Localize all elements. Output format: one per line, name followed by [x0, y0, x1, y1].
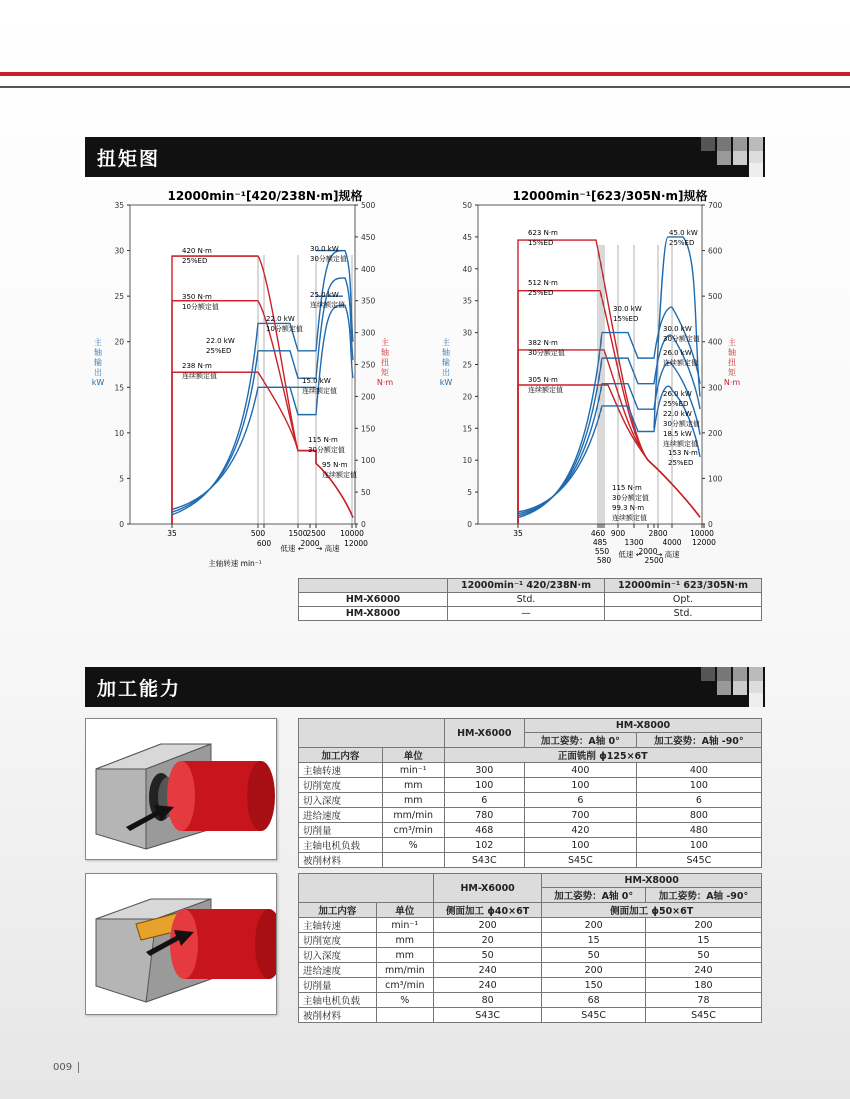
row-unit: cm³/min	[376, 978, 433, 993]
x-tick-label: 2500	[306, 529, 326, 538]
left-axis-title-char: 轴	[94, 348, 102, 357]
curve-label: 238 N·m	[182, 362, 212, 370]
row-value: 102	[444, 838, 524, 853]
right-axis-title-char: 主	[728, 338, 736, 347]
curve-label: 350 N·m	[182, 293, 212, 301]
right-tick-label: 100	[361, 456, 376, 466]
cap2-process-b: 侧面加工 ϕ50×6T	[542, 903, 762, 918]
row-unit: %	[376, 993, 433, 1008]
curve-label: 153 N·m	[668, 449, 698, 457]
right-tick-label: 700	[708, 201, 723, 210]
curve-label: 420 N·m	[182, 247, 212, 255]
curve-label: 115 N·m	[612, 484, 642, 492]
right-tick-label: 350	[361, 296, 376, 306]
cap1-model-a: HM-X6000	[444, 719, 524, 748]
cap1-col-content: 加工内容	[299, 748, 383, 763]
left-tick-label: 10	[462, 456, 472, 466]
left-tick-label: 20	[114, 337, 124, 347]
cap2-rows	[299, 918, 762, 1023]
curve-label: 10分额定值	[182, 303, 219, 311]
left-tick-label: 35	[114, 201, 124, 210]
right-tick-label: 600	[708, 246, 723, 256]
left-axis-title-char: 主	[442, 338, 450, 347]
cap1-rows	[299, 763, 762, 868]
row-unit: mm	[382, 778, 444, 793]
x-tick-label: 550	[594, 547, 610, 556]
spec-cell: Std.	[448, 593, 605, 607]
left-tick-label: 20	[462, 392, 472, 402]
row-value: S43C	[433, 1008, 541, 1023]
cap1-col-unit: 单位	[382, 748, 444, 763]
right-tick-label: 300	[708, 383, 723, 393]
right-axis-title-char: 轴	[728, 348, 736, 357]
right-tick-label: 300	[361, 328, 376, 338]
x-tick-label: 500	[250, 529, 266, 538]
row-unit: mm/min	[376, 963, 433, 978]
x-tick-label: 35	[167, 529, 177, 538]
x-tick-label: 4000	[662, 538, 682, 547]
row-value: 700	[525, 808, 637, 823]
row-label: 进给速度	[299, 963, 377, 978]
right-tick-label: 0	[361, 520, 366, 529]
cap1-process: 正面铣削 ϕ125×6T	[444, 748, 761, 763]
curve-label: 45.0 kW	[669, 229, 698, 237]
row-value: 468	[444, 823, 524, 838]
spec-cell: —	[448, 607, 605, 621]
row-value: 100	[636, 838, 761, 853]
curve-label: 26.0 kW	[663, 390, 692, 398]
row-value: 50	[542, 948, 646, 963]
row-value: 180	[645, 978, 761, 993]
right-tick-label: 200	[708, 428, 723, 438]
row-label: 主轴电机负载	[299, 838, 383, 853]
row-value: 480	[636, 823, 761, 838]
left-axis-unit: kW	[440, 378, 453, 387]
row-label: 切削宽度	[299, 933, 377, 948]
curve-label: 25%ED	[182, 257, 208, 265]
capability-table-side-milling	[298, 873, 762, 1023]
curve-label: 连续额定值	[528, 386, 563, 394]
curve-label: 30分额定值	[663, 420, 700, 428]
x-tick-label: 10000	[340, 529, 364, 538]
row-label: 切削量	[299, 823, 383, 838]
speed-low: 低速 ←	[618, 550, 642, 559]
right-axis-title-char: 轴	[381, 348, 389, 357]
table-row	[299, 838, 762, 853]
header-red-line	[0, 72, 850, 76]
curve-label: 连续额定值	[322, 471, 357, 479]
row-value: S45C	[525, 853, 637, 868]
curve-label: 95 N·m	[322, 461, 348, 469]
cap1-model-b: HM-X8000	[525, 719, 762, 733]
row-value: 78	[645, 993, 761, 1008]
x-tick-label: 35	[513, 529, 523, 538]
row-unit: %	[382, 838, 444, 853]
table-row	[299, 978, 762, 993]
curve-label: 26.0 kW	[663, 349, 692, 357]
table-row	[299, 918, 762, 933]
row-value: 80	[433, 993, 541, 1008]
row-value: 6	[636, 793, 761, 808]
left-tick-label: 15	[114, 383, 124, 393]
side-milling-illustration	[85, 873, 277, 1015]
curve-label: 115 N·m	[308, 436, 338, 444]
cap2-model-a: HM-X6000	[433, 874, 541, 903]
x-tick-label: 1500	[288, 529, 308, 538]
torque-chart-2	[440, 180, 770, 575]
left-axis-title-char: 轴	[442, 348, 450, 357]
table-row	[299, 933, 762, 948]
spec-header-a: 12000min⁻¹ 420/238N·m	[448, 579, 605, 593]
right-tick-label: 450	[361, 232, 376, 242]
torque-section-title: 扭矩图	[97, 148, 161, 170]
right-tick-label: 400	[361, 264, 376, 274]
right-tick-label: 0	[708, 520, 713, 529]
curve-label: 30分额定值	[310, 255, 347, 263]
capability-section-bar	[85, 667, 765, 707]
left-tick-label: 0	[119, 520, 124, 529]
left-axis-title-char: 出	[442, 368, 450, 377]
row-value: 780	[444, 808, 524, 823]
row-value: 200	[542, 918, 646, 933]
right-tick-label: 500	[361, 201, 376, 210]
right-tick-label: 250	[361, 360, 376, 370]
row-label: 切入深度	[299, 948, 377, 963]
row-value: 100	[525, 778, 637, 793]
speed-high: → 高速	[656, 550, 680, 559]
right-axis-title-char: 矩	[381, 368, 389, 377]
curve-label: 22.0 kW	[663, 410, 692, 418]
x-tick-label: 2000	[300, 539, 320, 548]
row-value: 100	[525, 838, 637, 853]
row-value: 50	[645, 948, 761, 963]
row-label: 主轴电机负载	[299, 993, 377, 1008]
x-tick-label: 12000	[692, 538, 716, 547]
spindle-spec-table	[298, 578, 762, 621]
row-value: 400	[636, 763, 761, 778]
table-row	[299, 778, 762, 793]
header-gray-line	[0, 86, 850, 88]
left-tick-label: 5	[119, 474, 124, 484]
row-value: S45C	[636, 853, 761, 868]
x-tick-label: 10000	[690, 529, 714, 538]
x-tick-label: 2800	[648, 529, 668, 538]
curve-label: 30分额定值	[308, 446, 345, 454]
curve-label: 30.0 kW	[613, 305, 642, 313]
spec-row-model: HM-X8000	[299, 607, 448, 621]
left-tick-label: 5	[467, 488, 472, 498]
table-row	[299, 1008, 762, 1023]
table-row	[299, 793, 762, 808]
cap2-pose90: 加工姿势：A轴 -90°	[645, 888, 761, 903]
right-axis-title-char: 矩	[728, 368, 736, 377]
cap2-col-unit: 单位	[376, 903, 433, 918]
spec-header-b: 12000min⁻¹ 623/305N·m	[605, 579, 762, 593]
left-tick-label: 25	[462, 360, 472, 370]
table-row	[299, 963, 762, 978]
x-tick-label: 12000	[344, 539, 368, 548]
row-label: 主轴转速	[299, 763, 383, 778]
x-tick-label: 460	[590, 529, 606, 538]
curve-label: 30分额定值	[528, 349, 565, 357]
curve-label: 25%ED	[669, 239, 695, 247]
row-value: 300	[444, 763, 524, 778]
left-tick-label: 30	[114, 246, 124, 256]
torque-section-bar	[85, 137, 765, 177]
row-value: 420	[525, 823, 637, 838]
row-unit: mm	[382, 793, 444, 808]
row-value: 50	[433, 948, 541, 963]
cap2-col-content: 加工内容	[299, 903, 377, 918]
left-tick-label: 30	[462, 328, 472, 338]
curve-label: 512 N·m	[528, 279, 558, 287]
row-value: 6	[444, 793, 524, 808]
x-axis-title: 主轴转速 min⁻¹	[208, 559, 262, 568]
chart2-title: 12000min⁻¹[623/305N·m]规格	[512, 189, 708, 203]
spec-row-model: HM-X6000	[299, 593, 448, 607]
spec-header-empty	[299, 579, 448, 593]
cap1-pose90: 加工姿势：A轴 -90°	[636, 733, 761, 748]
row-label: 切入深度	[299, 793, 383, 808]
cap1-corner	[299, 719, 445, 748]
curve-label: 30分额定值	[612, 494, 649, 502]
speed-low: 低速 ←	[280, 544, 304, 553]
right-axis-title-char: 主	[381, 338, 389, 347]
row-value: S43C	[444, 853, 524, 868]
curve-label: 18.5 kW	[663, 430, 692, 438]
x-tick-label: 485	[592, 538, 608, 547]
left-tick-label: 50	[462, 201, 472, 210]
row-value: 15	[645, 933, 761, 948]
x-tick-label: 580	[596, 556, 612, 565]
table-row	[299, 948, 762, 963]
row-value: 100	[636, 778, 761, 793]
row-unit: mm	[376, 948, 433, 963]
right-tick-label: 200	[361, 392, 376, 402]
row-value: 400	[525, 763, 637, 778]
row-value: 15	[542, 933, 646, 948]
curve-label: 15.0 kW	[302, 377, 331, 385]
spec-cell: Opt.	[605, 593, 762, 607]
left-tick-label: 45	[462, 232, 472, 242]
row-label: 被削材料	[299, 1008, 377, 1023]
face-milling-illustration	[85, 718, 277, 860]
curve-label: 30.0 kW	[663, 325, 692, 333]
row-value: 240	[433, 978, 541, 993]
curve-label: 15%ED	[613, 315, 639, 323]
row-value: 68	[542, 993, 646, 1008]
x-tick-label: 900	[610, 529, 626, 538]
row-unit: mm/min	[382, 808, 444, 823]
curve-label: 连续额定值	[302, 387, 337, 395]
cap2-corner	[299, 874, 434, 903]
curve-label: 25%ED	[206, 347, 232, 355]
row-value: 150	[542, 978, 646, 993]
row-label: 切削宽度	[299, 778, 383, 793]
left-tick-label: 40	[462, 264, 472, 274]
x-tick-label: 2500	[644, 556, 664, 565]
right-axis-unit: N·m	[376, 378, 394, 387]
row-unit	[376, 1008, 433, 1023]
table-row	[299, 763, 762, 778]
right-tick-label: 150	[361, 424, 376, 434]
row-value: 800	[636, 808, 761, 823]
mosaic-decoration	[701, 667, 765, 707]
speed-high: → 高速	[316, 544, 340, 553]
row-unit: cm³/min	[382, 823, 444, 838]
left-axis-title-char: 出	[94, 368, 102, 377]
row-value: 6	[525, 793, 637, 808]
row-unit	[382, 853, 444, 868]
page-number: 009	[53, 1062, 79, 1073]
right-axis-title-char: 扭	[381, 358, 389, 367]
curve-label: 30.0 kW	[310, 245, 339, 253]
curve-label: 305 N·m	[528, 376, 558, 384]
row-label: 被削材料	[299, 853, 383, 868]
row-value: S45C	[542, 1008, 646, 1023]
row-unit: min⁻¹	[376, 918, 433, 933]
row-value: 200	[433, 918, 541, 933]
curve-label: 连续额定值	[663, 440, 698, 448]
curve-label: 10分额定值	[266, 325, 303, 333]
spec-cell: Std.	[605, 607, 762, 621]
row-value: 100	[444, 778, 524, 793]
left-tick-label: 0	[467, 520, 472, 529]
right-axis-title-char: 扭	[728, 358, 736, 367]
x-tick-label: 1300	[624, 538, 644, 547]
curve-label: 623 N·m	[528, 229, 558, 237]
curve-label: 99.3 N·m	[612, 504, 645, 512]
curve-label: 连续额定值	[612, 514, 647, 522]
curve-label: 382 N·m	[528, 339, 558, 347]
row-unit: mm	[376, 933, 433, 948]
curve-label: 25%ED	[668, 459, 694, 467]
mosaic-decoration	[701, 137, 765, 177]
curve-label: 连续额定值	[182, 372, 217, 380]
left-tick-label: 35	[462, 296, 472, 306]
capability-table-face-milling	[298, 718, 762, 868]
cap2-pose0: 加工姿势：A轴 0°	[542, 888, 646, 903]
cap1-pose0: 加工姿势：A轴 0°	[525, 733, 637, 748]
right-tick-label: 400	[708, 337, 723, 347]
left-axis-title-char: 输	[442, 358, 450, 367]
chart1-title: 12000min⁻¹[420/238N·m]规格	[167, 189, 363, 203]
x-tick-label: 2000	[638, 547, 658, 556]
left-axis-title-char: 主	[94, 338, 102, 347]
left-tick-label: 10	[114, 428, 124, 438]
curve-label: 连续额定值	[663, 359, 698, 367]
row-value: 200	[645, 918, 761, 933]
table-row	[299, 993, 762, 1008]
right-axis-unit: N·m	[723, 378, 741, 387]
curve-label: 25%ED	[663, 400, 689, 408]
left-tick-label: 25	[114, 292, 124, 302]
curve-label: 25%ED	[528, 289, 554, 297]
torque-chart-1	[90, 180, 410, 575]
row-value: 240	[645, 963, 761, 978]
right-tick-label: 100	[708, 474, 723, 484]
row-value: 200	[542, 963, 646, 978]
curve-label: 15%ED	[528, 239, 554, 247]
row-unit: min⁻¹	[382, 763, 444, 778]
row-label: 主轴转速	[299, 918, 377, 933]
x-tick-label: 600	[256, 539, 272, 548]
table-row	[299, 823, 762, 838]
left-axis-unit: kW	[91, 378, 105, 387]
right-tick-label: 500	[708, 292, 723, 302]
left-tick-label: 15	[462, 424, 472, 434]
row-label: 切削量	[299, 978, 377, 993]
right-tick-label: 50	[361, 488, 371, 498]
side-milling-drawing	[86, 874, 276, 1014]
curve-label: 22.0 kW	[266, 315, 295, 323]
table-row	[299, 808, 762, 823]
curve-label: 22.0 kW	[206, 337, 235, 345]
curve-label: 连续额定值	[310, 301, 345, 309]
curve-label: 25.0 kW	[310, 291, 339, 299]
table-row	[299, 853, 762, 868]
curve-label: 30分额定值	[663, 335, 700, 343]
row-value: S45C	[645, 1008, 761, 1023]
row-value: 240	[433, 963, 541, 978]
row-label: 进给速度	[299, 808, 383, 823]
capability-section-title: 加工能力	[97, 678, 182, 700]
face-milling-drawing	[86, 719, 276, 859]
row-value: 20	[433, 933, 541, 948]
left-axis-title-char: 输	[94, 358, 102, 367]
cap2-model-b: HM-X8000	[542, 874, 762, 888]
cap2-process-a: 侧面加工 ϕ40×6T	[433, 903, 541, 918]
